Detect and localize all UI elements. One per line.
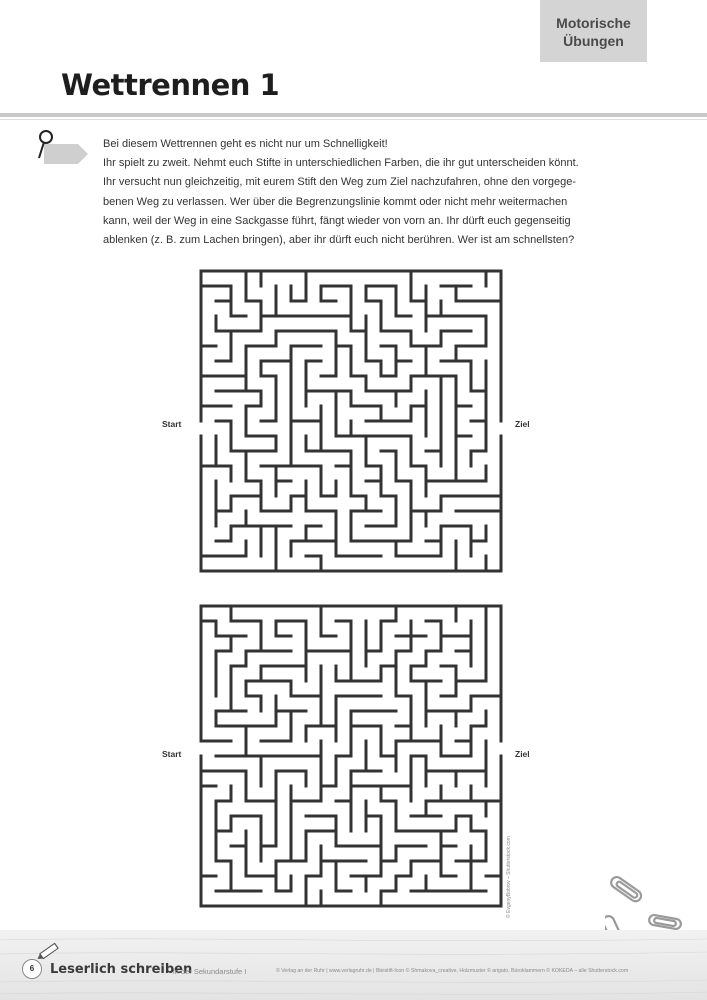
footer-credits: © Verlag an der Ruhr | www.verlagruhr.de | Bleistift-Icon © Shmakova_creative, Holzmuster © arigato, Büroklammern © KOKEDA – alle Shutterstock.com — [276, 968, 629, 974]
maze-walls — [201, 606, 501, 906]
section-tab-line2: Übungen — [563, 33, 624, 49]
maze-2 — [196, 601, 506, 913]
maze-1 — [196, 266, 506, 578]
instructions — [103, 135, 583, 250]
section-tab-line1: Motorische — [556, 15, 631, 31]
maze-1-goal-label: Ziel — [515, 419, 530, 429]
instruction-line: Ihr versucht nun gleichzeitig, mit eurem Stift den Weg zum Ziel nachzufahren, ohne den vorgege- — [103, 176, 577, 189]
header-rule — [0, 113, 707, 117]
section-tab — [540, 0, 647, 62]
pencil-icon — [34, 940, 64, 962]
page-number: 6 — [22, 959, 42, 979]
footer-brand-subtitle: in der Sekundarstufe I — [173, 967, 247, 976]
pushpin-note-icon — [32, 128, 90, 168]
page-title: Wettrennen 1 — [61, 68, 280, 102]
maze-walls — [201, 271, 501, 571]
maze-2-goal-label: Ziel — [515, 749, 530, 759]
header-rule-thin — [0, 119, 707, 120]
instruction-line: Bei diesem Wettrennen geht es nicht nur um Schnelligkeit! — [103, 138, 388, 150]
instruction-line: benen Weg zu verlassen. Wer über die Begrenzungslinie kommt oder nicht mehr weitermachen — [103, 195, 568, 208]
instruction-line: ablenken (z. B. zum Lachen bringen), aber ihr dürft euch nicht berühren. Wer ist am schnellsten? — [103, 234, 575, 247]
maze-2-start-label: Start — [162, 749, 182, 759]
photo-credit: © EvgenyBobrov – Shutterstock.com — [506, 836, 512, 918]
maze-1-start-label: Start — [162, 419, 182, 429]
instruction-line: Ihr spielt zu zweit. Nehmt euch Stifte in unterschiedlichen Farben, die ihr gut unterscheiden könnt. — [103, 157, 579, 170]
footer-brand: Leserlich schreiben — [50, 962, 193, 977]
instruction-line: kann, weil der Weg in eine Sackgasse führt, fängt wieder von vorn an. Ihr dürft euch gegenseitig — [103, 214, 571, 227]
